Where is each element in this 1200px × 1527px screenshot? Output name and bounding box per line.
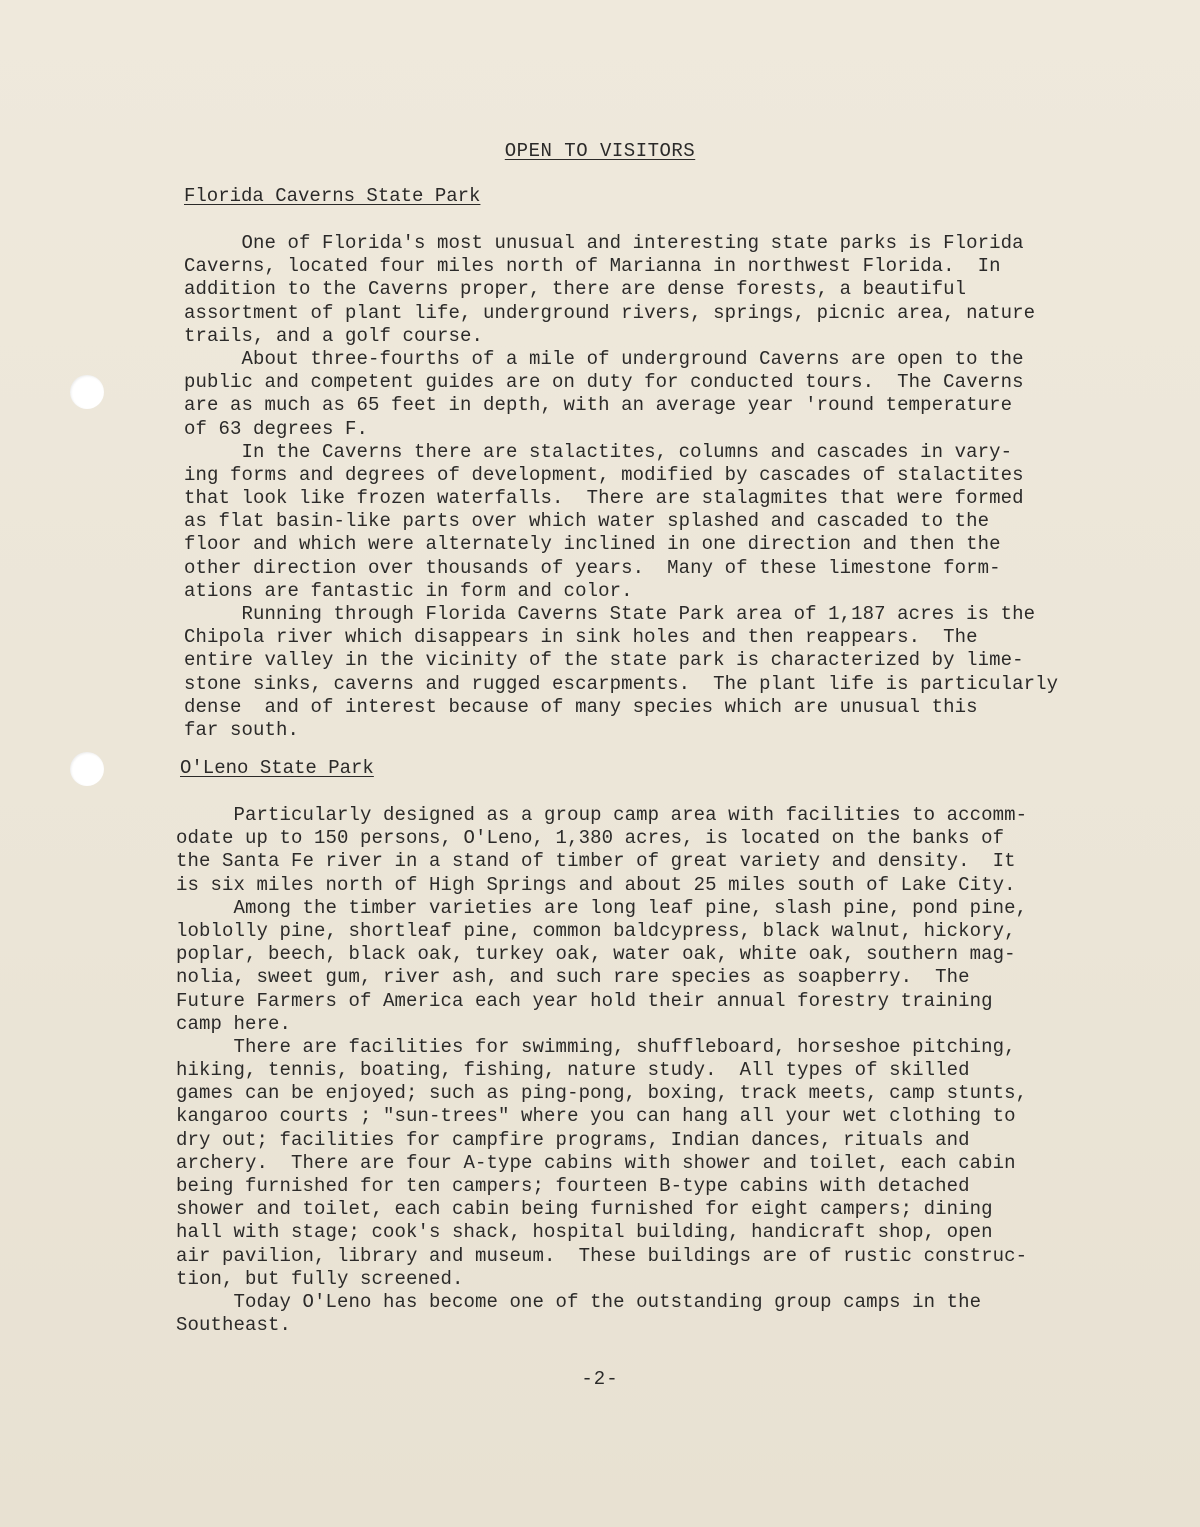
text-line: ing forms and degrees of development, modified by cascades of stalactites <box>184 463 1024 486</box>
punch-hole-upper <box>70 375 104 409</box>
text-line: that look like frozen waterfalls. There are stalagmites that were formed <box>184 487 1024 510</box>
text-line: trails, and a golf course. <box>184 324 484 347</box>
page-number: -2- <box>581 1368 619 1390</box>
section-heading-oleno: O'Leno State Park <box>180 757 374 779</box>
text-line: odate up to 150 persons, O'Leno, 1,380 acres, is located on the banks of <box>176 827 1005 850</box>
text-line: In the Caverns there are stalactites, columns and cascades in vary- <box>184 440 1013 463</box>
text-line: tion, but fully screened. <box>176 1267 464 1290</box>
text-line: hiking, tennis, boating, fishing, nature study. All types of skilled <box>176 1059 970 1082</box>
text-line: poplar, beech, black oak, turkey oak, water oak, white oak, southern mag- <box>176 943 1016 966</box>
text-line: Running through Florida Caverns State Park area of 1,187 acres is the <box>184 603 1036 625</box>
text-line: games can be enjoyed; such as ping-pong, boxing, track meets, camp stunts, <box>176 1082 1028 1105</box>
text-line: ations are fantastic in form and color. <box>184 579 633 602</box>
text-line: being furnished for ten campers; fourteen B-type cabins with detached <box>176 1175 970 1197</box>
text-line: assortment of plant life, underground rivers, springs, picnic area, nature <box>184 301 1036 324</box>
text-line: stone sinks, caverns and rugged escarpments. The plant life is particularly <box>184 672 1059 695</box>
text-line: loblolly pine, shortleaf pine, common baldcypress, black walnut, hickory, <box>176 919 1016 942</box>
text-line: is six miles north of High Springs and about 25 miles south of Lake City. <box>176 873 1016 896</box>
page-title: OPEN TO VISITORS <box>504 140 696 162</box>
text-line: Chipola river which disappears in sink holes and then reappears. The <box>184 626 978 649</box>
text-line: of 63 degrees F. <box>184 417 369 440</box>
text-line: About three-fourths of a mile of underground Caverns are open to the <box>184 347 1024 370</box>
text-line: Particularly designed as a group camp area with facilities to accomm- <box>176 804 1028 826</box>
punch-hole-lower <box>70 752 104 786</box>
text-line: far south. <box>184 718 300 741</box>
text-line: Future Farmers of America each year hold their annual forestry training <box>176 989 993 1012</box>
text-line: Caverns, located four miles north of Marianna in northwest Florida. In <box>184 255 1001 278</box>
text-line: hall with stage; cook's shack, hospital building, handicraft shop, open <box>176 1221 993 1244</box>
text-line: kangaroo courts ; "sun-trees" where you can hang all your wet clothing to <box>176 1105 1016 1128</box>
text-line: There are facilities for swimming, shuffleboard, horseshoe pitching, <box>176 1035 1016 1058</box>
text-line: addition to the Caverns proper, there are dense forests, a beautiful <box>184 278 967 301</box>
text-line: shower and toilet, each cabin being furnished for eight campers; dining <box>176 1198 993 1221</box>
text-line: Southeast. <box>176 1314 292 1337</box>
text-line: Among the timber varieties are long leaf pine, slash pine, pond pine, <box>176 896 1028 919</box>
text-line: entire valley in the vicinity of the state park is characterized by lime- <box>184 649 1024 672</box>
text-line: public and competent guides are on duty for conducted tours. The Caverns <box>184 371 1024 394</box>
text-line: dry out; facilities for campfire programs, Indian dances, rituals and <box>176 1128 970 1151</box>
text-line: dense and of interest because of many species which are unusual this <box>184 695 978 718</box>
text-line: nolia, sweet gum, river ash, and such rare species as soapberry. The <box>176 966 970 989</box>
text-line: the Santa Fe river in a stand of timber of great variety and density. It <box>176 850 1016 873</box>
text-line: One of Florida's most unusual and interesting state parks is Florida <box>184 232 1024 254</box>
text-line: Today O'Leno has become one of the outstanding group camps in the <box>176 1290 982 1313</box>
text-line: air pavilion, library and museum. These buildings are of rustic construc- <box>176 1244 1028 1267</box>
text-line: are as much as 65 feet in depth, with an average year 'round temperature <box>184 394 1013 417</box>
section-body-florida-caverns <box>184 232 1058 742</box>
text-line: other direction over thousands of years. Many of these limestone form- <box>184 556 1001 579</box>
text-line: floor and which were alternately inclined in one direction and then the <box>184 533 1001 556</box>
text-line: archery. There are four A-type cabins with shower and toilet, each cabin <box>176 1151 1016 1174</box>
text-line: as flat basin-like parts over which water splashed and cascaded to the <box>184 510 990 533</box>
text-line: camp here. <box>176 1012 292 1035</box>
section-body-oleno <box>176 804 1027 1337</box>
section-heading-florida-caverns: Florida Caverns State Park <box>184 185 481 207</box>
